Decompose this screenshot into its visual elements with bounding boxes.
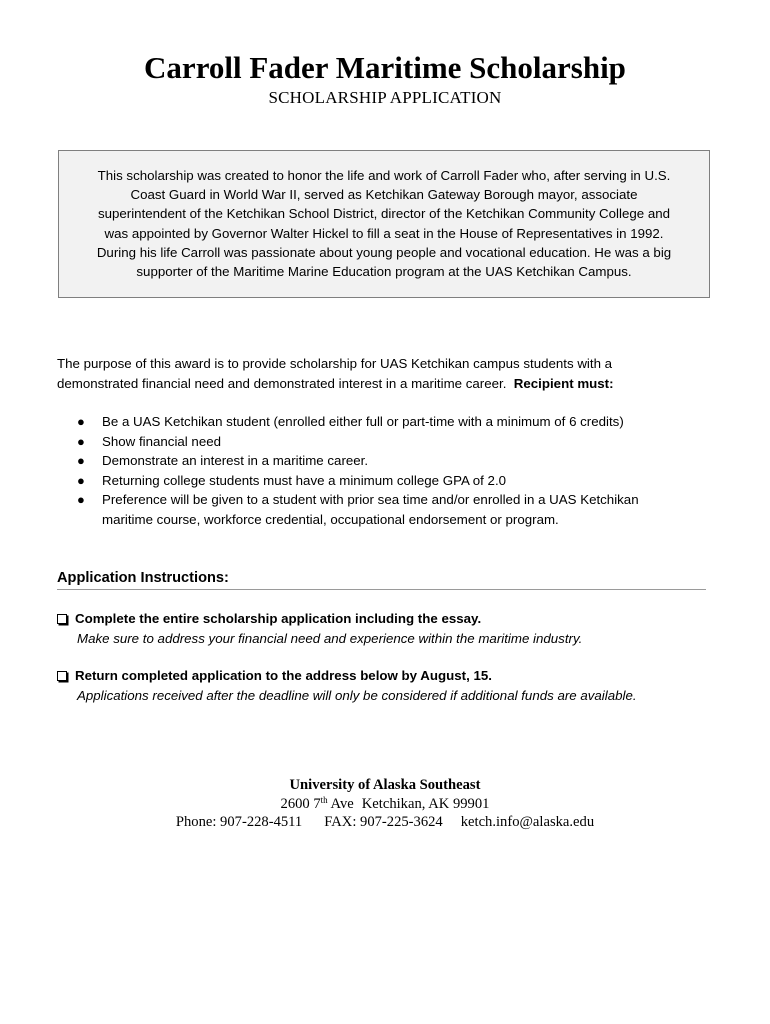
intro-line: superintendent of the Ketchikan School District, director of the Ketchikan Community College and xyxy=(97,206,671,222)
instruction-note: Applications received after the deadline will only be considered if additional funds are available. xyxy=(77,687,637,703)
list-item xyxy=(57,490,737,510)
organization-name: University of Alaska Southeast xyxy=(289,777,481,793)
street-name: Ave xyxy=(327,795,354,812)
bullet-icon: ● xyxy=(77,453,85,469)
fax-number: FAX: 907-225-3624 xyxy=(324,814,443,830)
street-address xyxy=(0,795,770,814)
requirements-list xyxy=(57,412,737,530)
bullet-icon: ● xyxy=(77,414,85,429)
instruction-item xyxy=(57,609,737,648)
bullet-icon: ● xyxy=(77,492,85,508)
recipient-must-label: Recipient must: xyxy=(513,375,614,391)
requirement-text: Be a UAS Ketchikan student (enrolled either full or part-time with a minimum of 6 credits) xyxy=(102,414,624,429)
requirement-text: Returning college students must have a minimum college GPA of 2.0 xyxy=(102,472,507,488)
street-number: 2600 7 xyxy=(280,795,321,812)
city-state-zip: Ketchikan, AK 99901 xyxy=(361,795,490,812)
page-title: Carroll Fader Maritime Scholarship xyxy=(144,50,626,85)
instruction-note: Make sure to address your financial need and experience within the maritime industry. xyxy=(77,630,583,646)
bullet-icon: ● xyxy=(77,472,85,488)
instruction-heading: Return completed application to the address below by August, 15. xyxy=(75,668,492,683)
purpose-line: The purpose of this award is to provide scholarship for UAS Ketchikan campus students with a xyxy=(57,356,613,371)
list-item xyxy=(57,471,737,491)
contact-line xyxy=(0,813,770,832)
list-item xyxy=(57,412,737,432)
section-heading-instructions: Application Instructions: xyxy=(57,568,706,590)
requirement-text: Demonstrate an interest in a maritime career. xyxy=(102,453,369,469)
requirement-text: Preference will be given to a student with prior sea time and/or enrolled in a UAS Ketchikan xyxy=(102,492,639,508)
email-address: ketch.info@alaska.edu xyxy=(460,814,595,830)
checkbox-icon xyxy=(57,614,67,624)
page-subtitle: SCHOLARSHIP APPLICATION xyxy=(268,88,502,107)
address-block xyxy=(0,776,770,832)
checkbox-icon xyxy=(57,671,67,681)
requirement-text: Show financial need xyxy=(102,433,222,449)
purpose-paragraph xyxy=(57,354,737,393)
instruction-heading: Complete the entire scholarship application including the essay. xyxy=(75,611,482,626)
purpose-line xyxy=(57,374,737,394)
intro-line: Coast Guard in World War II, served as Ketchikan Gateway Borough mayor, associate xyxy=(130,187,638,203)
phone-number: Phone: 907-228-4511 xyxy=(175,814,303,830)
intro-line: was appointed by Governor Walter Hickel to fill a seat in the House of Representatives in 1992. xyxy=(104,225,664,241)
requirement-text: maritime course, workforce credential, occupational endorsement or program. xyxy=(102,511,559,527)
bullet-icon: ● xyxy=(77,433,85,449)
intro-line: supporter of the Maritime Marine Education program at the UAS Ketchikan Campus. xyxy=(136,264,632,280)
purpose-line-text: demonstrated financial need and demonstrated interest in a maritime career. xyxy=(57,375,507,391)
intro-line: During his life Carroll was passionate about young people and vocational education. He was a big xyxy=(96,244,672,260)
intro-box xyxy=(58,150,710,298)
list-item xyxy=(57,451,737,471)
list-item-continuation xyxy=(57,510,737,530)
intro-line: This scholarship was created to honor the life and work of Carroll Fader who, after serving in U.S. xyxy=(97,168,671,183)
list-item xyxy=(57,432,737,452)
instruction-item xyxy=(57,666,737,705)
street-suffix: th xyxy=(320,794,328,805)
